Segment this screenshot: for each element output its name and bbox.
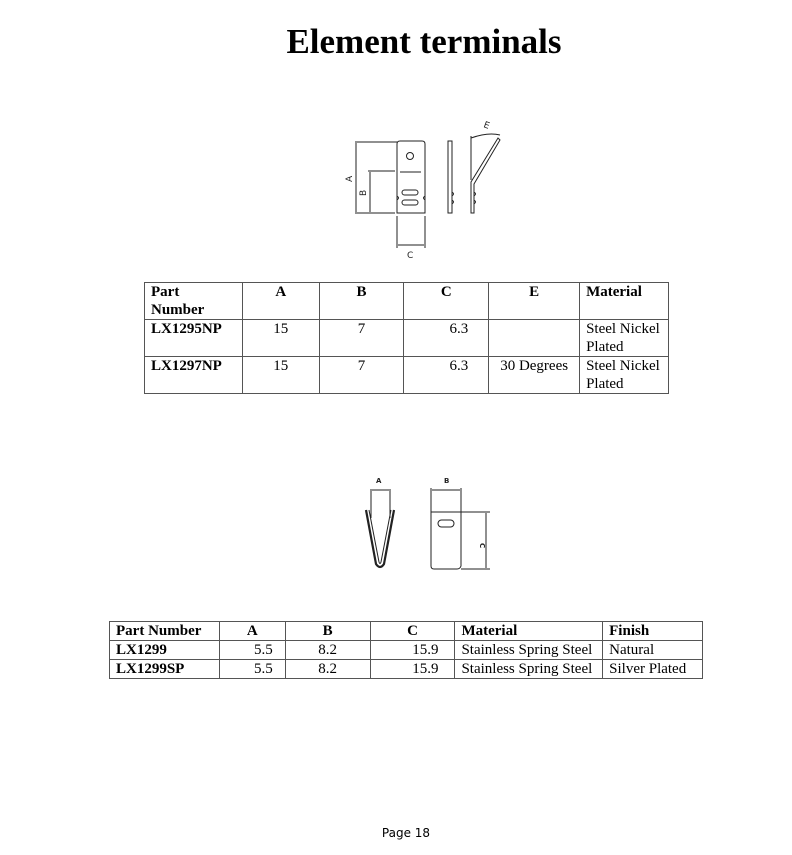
svg-text:A: A — [376, 477, 382, 485]
dim-c-cell: 15.9 — [370, 641, 455, 660]
part-number-cell: LX1295NP — [145, 320, 243, 357]
table-row — [110, 641, 703, 660]
dim-b-cell: 8.2 — [285, 660, 370, 679]
dim-e-cell — [489, 320, 580, 357]
terminal-drawing-2 — [350, 470, 500, 580]
material-cell: Stainless Spring Steel — [455, 660, 603, 679]
dim-a-cell: 5.5 — [219, 641, 285, 660]
material-cell: Stainless Spring Steel — [455, 641, 603, 660]
terminal-specs-table-2 — [109, 621, 703, 679]
table-row — [145, 357, 669, 394]
page-number: Page 18 — [381, 826, 431, 840]
dim-c-cell: 15.9 — [370, 660, 455, 679]
finish-cell: Natural — [603, 641, 703, 660]
part-number-cell: LX1299SP — [110, 660, 220, 679]
dim-a-cell: 15 — [242, 357, 319, 394]
part-number-cell: LX1297NP — [145, 357, 243, 394]
table-row — [110, 660, 703, 679]
table-header-row — [110, 622, 703, 641]
column-header: B — [285, 622, 370, 641]
dim-e-cell: 30 Degrees — [489, 357, 580, 394]
column-header: Finish — [603, 622, 703, 641]
dim-c-cell: 6.3 — [404, 357, 489, 394]
page-title: Element terminals — [286, 22, 562, 61]
dim-c-cell: 6.3 — [404, 320, 489, 357]
svg-text:C: C — [478, 543, 486, 549]
column-header: C — [404, 283, 489, 320]
column-header: Part Number — [145, 283, 243, 320]
svg-text:E: E — [481, 120, 491, 132]
column-header: A — [219, 622, 285, 641]
finish-cell: Silver Plated — [603, 660, 703, 679]
svg-text:C: C — [407, 251, 414, 261]
dim-a-cell: 15 — [242, 320, 319, 357]
material-cell: Steel Nickel Plated — [580, 357, 669, 394]
table-row — [145, 320, 669, 357]
table-header-row — [145, 283, 669, 320]
svg-text:A: A — [345, 175, 355, 182]
dim-b-cell: 8.2 — [285, 641, 370, 660]
column-header: B — [319, 283, 404, 320]
column-header: Material — [455, 622, 603, 641]
svg-text:B: B — [444, 477, 450, 485]
dim-a-cell: 5.5 — [219, 660, 285, 679]
svg-text:B: B — [359, 189, 369, 196]
column-header: A — [242, 283, 319, 320]
part-number-cell: LX1299 — [110, 641, 220, 660]
terminal-specs-table-1 — [144, 282, 669, 394]
column-header: Part Number — [110, 622, 220, 641]
terminal-drawing-1 — [340, 110, 510, 270]
column-header: C — [370, 622, 455, 641]
column-header: E — [489, 283, 580, 320]
dim-b-cell: 7 — [319, 357, 404, 394]
material-cell: Steel Nickel Plated — [580, 320, 669, 357]
column-header: Material — [580, 283, 669, 320]
dim-b-cell: 7 — [319, 320, 404, 357]
